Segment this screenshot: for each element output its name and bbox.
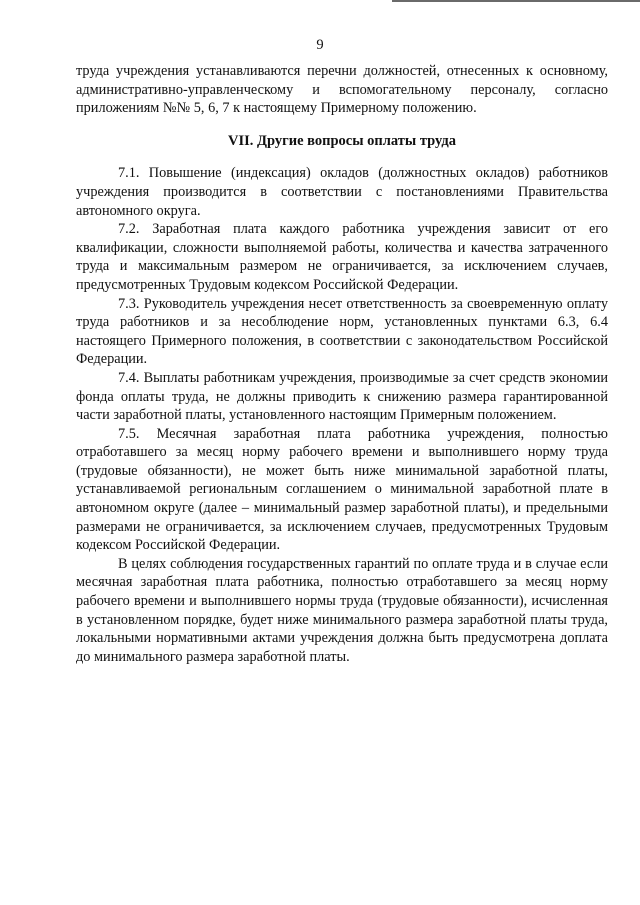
document-body [76, 62, 608, 666]
page-number: 9 [316, 37, 324, 53]
paragraph-7-4: 7.4. Выплаты работникам учреждения, производимые за счет средств экономии фонда оплаты труда, не должны приводить к снижению размера гарантированной части заработной платы, установленного настоящим Примерным положением. [76, 369, 608, 424]
section-title: VII. Другие вопросы оплаты труда [228, 132, 456, 149]
paragraph-7-1: 7.1. Повышение (индексация) окладов (должностных окладов) работников учреждения производится в соответствии с постановлениями Правительства автономного округа. [76, 165, 608, 219]
intro-paragraph: труда учреждения устанавливаются перечни должностей, отнесенных к основному, административно-управленческому и вспомогательному персоналу, согласно приложениям №№ 5, 6, 7 к настоящему Примерному положению. [76, 63, 608, 117]
top-scan-rule [392, 0, 640, 2]
paragraph-7-3: 7.3. Руководитель учреждения несет ответственность за своевременную оплату труда работников и за несоблюдение норм, установленных пунктами 6.3, 6.4 настоящего Примерного положения, в соответствии с законодательством Российской Федерации. [76, 295, 608, 368]
paragraph-7-5: 7.5. Месячная заработная плата работника учреждения, полностью отработавшего за месяц норму рабочего времени и выполнившего норму труда (трудовые обязанности), не может быть ниже минимальной заработной платы, устанавливаемой региональным соглашением о минимальной заработной плате в автономном округе (далее – минимальный размер заработной платы), и предельными размерами не ограничивается, за исключением случаев, предусмотренных Трудовым кодексом Российской Федерации. [76, 425, 608, 554]
paragraph-7-2: 7.2. Заработная плата каждого работника учреждения зависит от его квалификации, сложности выполняемой работы, количества и качества затраченного труда и максимальным размером не ограничивается, за исключением случаев, предусмотренных Трудовым кодексом Российской Федерации. [76, 221, 608, 293]
paragraph-guarantees: В целях соблюдения государственных гарантий по оплате труда и в случае если месячная заработная плата работника, полностью отработавшего за месяц норму рабочего времени и выполнившего нормы труда (трудовые обязанности), исчисленная в установленном порядке, будет ниже минимального размера заработной платы труда, локальными нормативными актами учреждения должна быть предусмотрена доплата до минимального размера заработной платы. [76, 555, 608, 665]
